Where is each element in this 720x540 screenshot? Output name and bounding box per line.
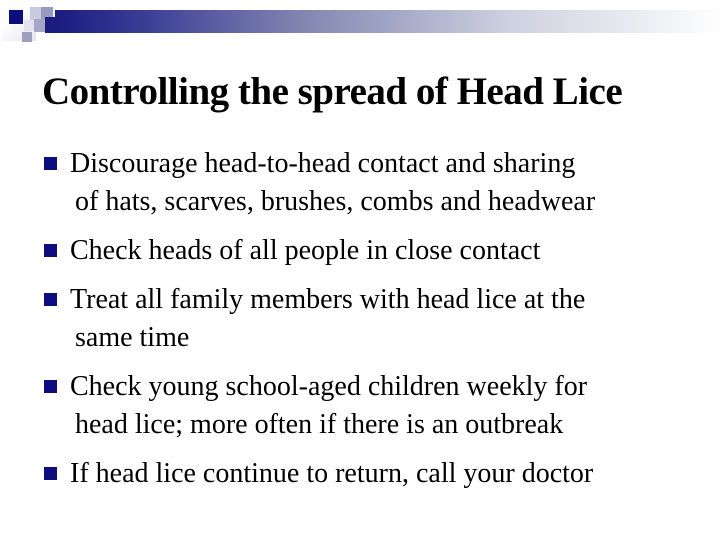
bullet-line: Check young school-aged children weekly for <box>70 371 588 402</box>
pixel-square-slate2-icon <box>34 19 45 32</box>
bullet-square-icon <box>44 244 57 257</box>
header-decoration <box>0 0 720 50</box>
bullet-item <box>44 368 684 444</box>
bullet-square-icon <box>44 467 57 480</box>
bullet-square-icon <box>44 157 57 170</box>
bullet-line: same time <box>75 322 190 353</box>
bullet-item <box>44 455 684 493</box>
bullet-item <box>44 281 684 357</box>
bullet-line: of hats, scarves, brushes, combs and headwear <box>75 186 596 217</box>
bullet-item <box>44 145 684 221</box>
bullet-line: Discourage head-to-head contact and sharing <box>70 148 576 179</box>
bullet-square-icon <box>44 380 57 393</box>
bullet-line: Check heads of all people in close contact <box>70 235 541 266</box>
bullet-list <box>44 145 684 504</box>
pixel-square-gray-icon <box>22 32 32 42</box>
pixel-square-navy-icon <box>9 10 23 24</box>
pixel-square-light-icon <box>24 20 34 31</box>
bullet-line: If head lice continue to return, call your doctor <box>70 458 594 489</box>
bullet-line: head lice; more often if there is an outbreak <box>75 409 564 440</box>
gradient-bar <box>55 10 720 33</box>
bullet-item <box>44 232 684 270</box>
bullet-line: Treat all family members with head lice at the <box>70 284 586 315</box>
slide-title: Controlling the spread of Head Lice <box>42 70 623 113</box>
bullet-square-icon <box>44 293 57 306</box>
